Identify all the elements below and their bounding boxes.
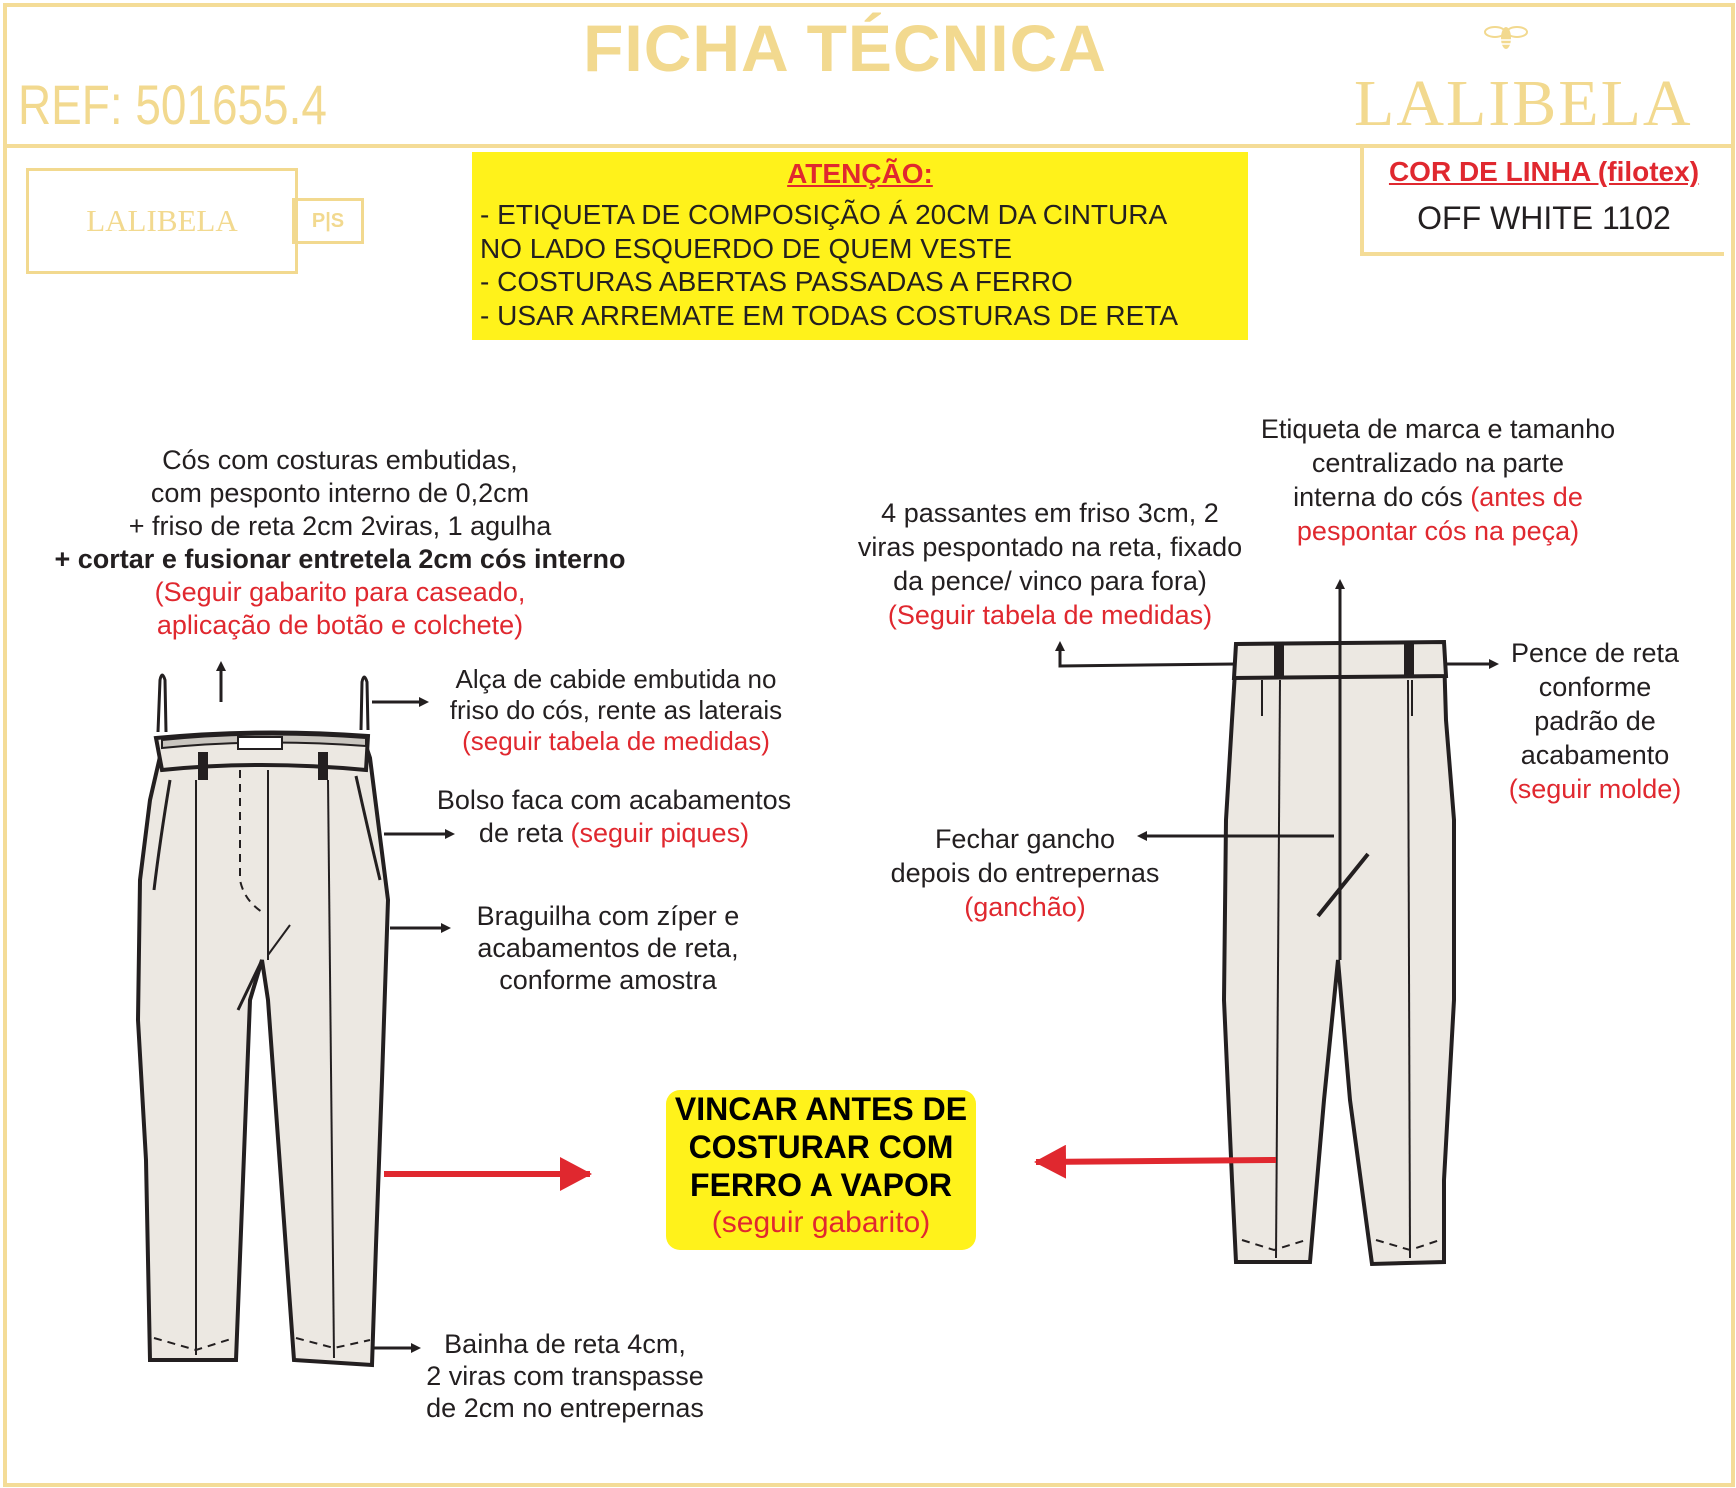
brand-logo: LALIBELA [1354,67,1693,140]
note-line [1228,480,1648,514]
red-arrow-back [1036,1160,1276,1162]
brand-label-sample: LALIBELA [26,168,298,274]
note-text: de reta [478,818,571,848]
note-line: Cós com costuras embutidas, [162,445,518,475]
note-hanger [426,664,806,757]
thread-color-value: OFF WHITE 1102 [1417,200,1671,236]
attention-line: NO LADO ESQUERDO DE QUEM VESTE [480,232,1013,264]
note-fly [448,900,768,996]
note-line: 4 passantes em friso 3cm, 2 [881,498,1219,528]
note-line: viras pespontado na reta, fixado [857,532,1243,562]
note-line: (seguir tabela de medidas) [462,726,770,756]
note-line: + cortar e fusionar entretela 2cm cós interno [54,544,626,574]
attention-title: ATENÇÃO: [787,158,933,189]
note-line: (seguir molde) [1508,774,1682,804]
note-line: com pesponto interno de 0,2cm [150,478,530,508]
note-line: depois do entrepernas [890,858,1160,888]
note-line: padrão de [1534,706,1656,736]
note-line: conforme [1538,672,1652,702]
note-text: Bolso faca com [436,785,629,815]
note-line: (ganchão) [964,892,1086,922]
note-line: centralizado na parte [1311,448,1565,478]
attention-line: - COSTURAS ABERTAS PASSADAS A FERRO [480,266,1073,297]
page-title: FICHA TÉCNICA [583,11,1107,85]
note-line: Alça de cabide embutida no [455,664,777,694]
note-line: da pence/ vinco para fora) [893,566,1207,596]
crease-line: COSTURAR COM [688,1129,954,1165]
note-pocket [404,784,824,850]
note-line: 2 viras com transpasse [426,1361,704,1391]
thread-color-title: COR DE LINHA (filotex) [1388,156,1700,187]
attention-line: - ETIQUETA DE COMPOSIÇÃO Á 20CM DA CINTURA [480,199,1168,230]
note-line [404,784,824,817]
note-line: Fechar gancho [934,824,1116,854]
crease-line: FERRO A VAPOR [690,1167,952,1203]
note-waistband [20,444,660,642]
reference-code: REF: 501655.4 [18,73,327,136]
arrow-loops [1060,644,1236,666]
note-line: (Seguir gabarito para caseado, [154,577,526,607]
note-label-tag [1228,412,1648,548]
note-text: interna do cós [1293,482,1471,512]
note-loops [820,496,1280,632]
note-line: (Seguir tabela de medidas) [887,600,1213,630]
front-pants-drawing [138,675,388,1365]
note-hem [400,1328,730,1424]
note-dart [1480,636,1710,806]
crease-callout [666,1090,976,1250]
note-line: conforme amostra [499,965,717,995]
size-label-sample: P|S [292,198,364,244]
attention-line: - USAR ARREMATE EM TODAS COSTURAS DE RETA [480,299,1179,331]
note-line: Bainha de reta 4cm, [444,1329,686,1359]
note-line: acabamento [1520,740,1670,770]
note-line: friso do cós, rente as laterais [449,695,783,725]
note-line: acabamentos de reta, [477,933,739,963]
crease-line: VINCAR ANTES DE [674,1091,968,1127]
note-line: Pence de reta [1510,638,1680,668]
note-crotch [860,822,1190,924]
note-line [404,817,824,850]
note-line: + friso de reta 2cm 2viras, 1 agulha [128,511,552,541]
note-line: Braguilha com zíper e [476,901,740,931]
note-line: Etiqueta de marca e tamanho [1260,414,1616,444]
note-line: aplicação de botão e colchete) [156,610,524,640]
note-line: de 2cm no entrepernas [426,1393,704,1423]
note-text: acabamentos [628,785,792,815]
note-line: pespontar cós na peça) [1296,516,1580,546]
crease-line: (seguir gabarito) [711,1206,931,1239]
note-text: (antes de [1470,482,1583,512]
note-text: (seguir piques) [570,818,750,848]
